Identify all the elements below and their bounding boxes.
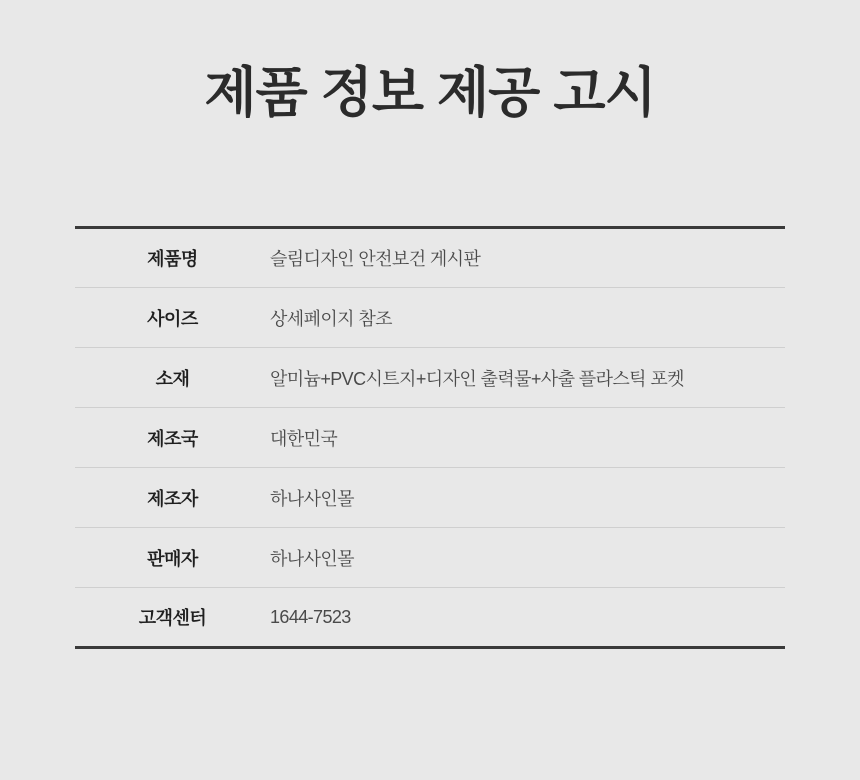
row-value: 상세페이지 참조 (270, 288, 785, 348)
table-row (75, 228, 785, 288)
row-value: 1644-7523 (270, 588, 785, 648)
row-label: 소재 (75, 348, 270, 408)
row-value: 대한민국 (270, 408, 785, 468)
row-label: 제조자 (75, 468, 270, 528)
table-row (75, 348, 785, 408)
row-value: 알미늄+PVC시트지+디자인 출력물+사출 플라스틱 포켓 (270, 348, 785, 408)
product-info-table (75, 226, 785, 649)
row-label: 제조국 (75, 408, 270, 468)
page-title: 제품 정보 제공 고시 (204, 63, 656, 123)
row-value: 슬림디자인 안전보건 게시판 (270, 249, 481, 270)
table-row (75, 408, 785, 468)
row-value: 하나사인몰 (270, 528, 785, 588)
table-row (75, 588, 785, 648)
row-label: 제품명 (147, 249, 198, 270)
table-row (75, 288, 785, 348)
row-label: 고객센터 (75, 588, 270, 648)
row-label: 판매자 (75, 528, 270, 588)
row-label: 사이즈 (75, 288, 270, 348)
row-value: 하나사인몰 (270, 468, 785, 528)
table-row (75, 528, 785, 588)
table-row (75, 468, 785, 528)
